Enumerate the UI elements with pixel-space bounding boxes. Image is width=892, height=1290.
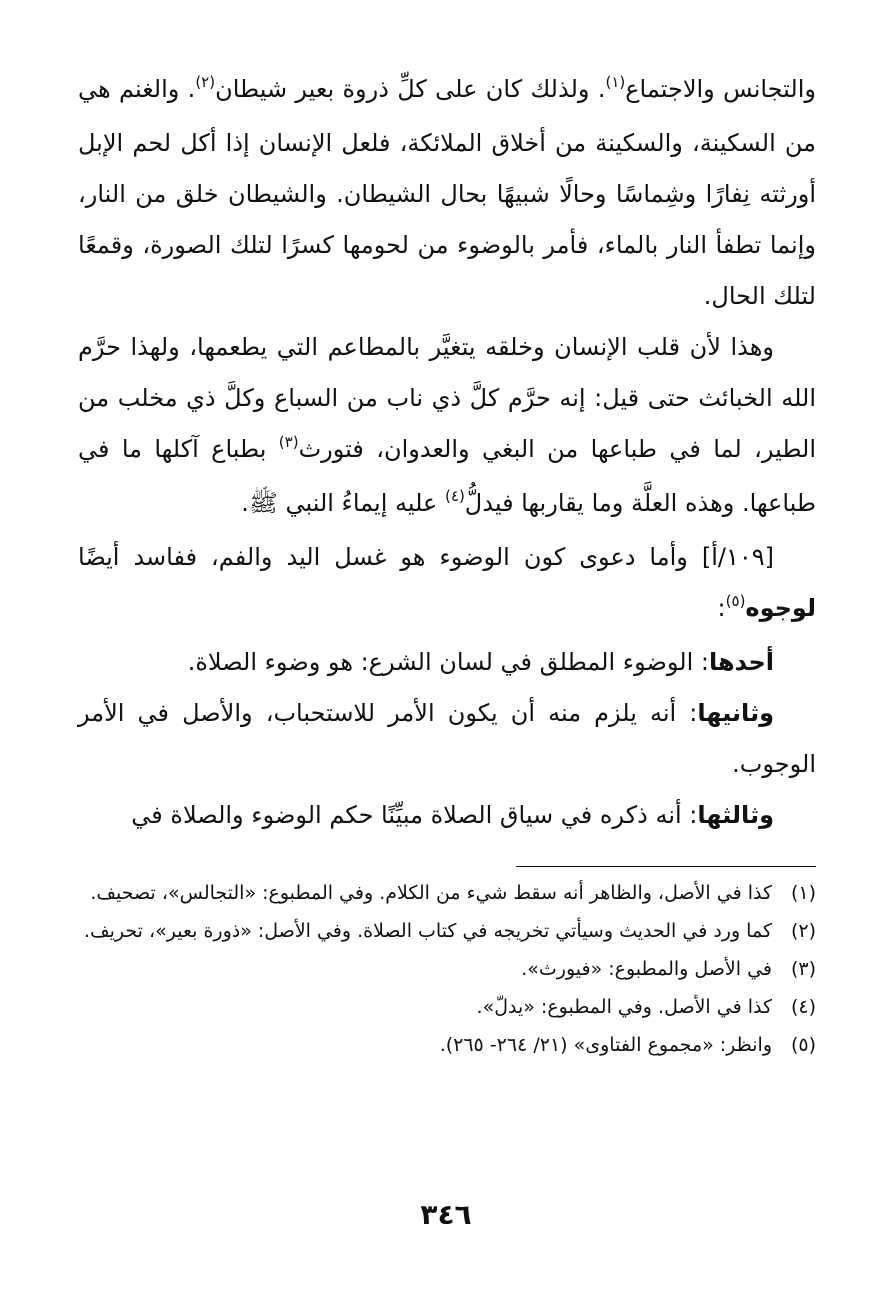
footnote: [78, 914, 816, 948]
footnote: [78, 1028, 816, 1062]
list-item-text: : أنه ذكره في سياق الصلاة مبيِّنًا حكم الوضوء والصلاة في: [131, 801, 698, 829]
page-number: ٣٤٦: [420, 1198, 472, 1231]
paragraph-2: [78, 322, 816, 532]
list-item-text: : أنه يلزم منه أن يكون الأمر للاستحباب، والأصل في الأمر الوجوب.: [78, 699, 816, 778]
footnote-ref-5: (٥): [725, 592, 746, 610]
list-item: [78, 688, 816, 790]
footnote-ref-3: (٣): [278, 433, 299, 451]
footnote-separator: [516, 866, 816, 867]
paragraph-3-colon: :: [717, 594, 726, 622]
footnote-text: كذا في الأصل. وفي المطبوع: «يدلّ».: [476, 996, 772, 1018]
footnote-text: كما ورد في الحديث وسيأتي تخريجه في كتاب الصلاة. وفي الأصل: «ذورة بعير»، تحريف.: [83, 920, 772, 942]
footnote: [78, 876, 816, 910]
list-item-text: : الوضوء المطلق في لسان الشرع: هو وضوء الصلاة.: [187, 648, 709, 676]
main-text: [78, 64, 816, 841]
paragraph-3-part-a: [١٠٩/أ] وأما دعوى كون الوضوء هو غسل اليد والفم، ففاسد أيضًا: [78, 543, 774, 571]
footnote-ref-2: (٢): [195, 73, 216, 91]
paragraph-3-bold-word: لوجوه: [745, 594, 816, 622]
paragraph-1-part-c: . والغنم هي من السكينة، والسكينة من أخلاق الملائكة، فلعل الإنسان إذا أكل لحم الإبل أورثته نِفارًا وشِماسًا وحالًا شبيهًا بحال الشيطان. والشيطان خلق من النار، وإنما تطفأ النار بالماء، فأمر بالوضوء من لحومها كسرًا لتلك الصورة، وقمعًا لتلك الحال.: [78, 75, 816, 310]
paragraph-1: [78, 64, 816, 322]
paragraph-2-part-c: عليه إيماءُ النبي ﷺ.: [241, 489, 446, 517]
footnote-number: (٣): [790, 958, 816, 980]
footnote: [78, 990, 816, 1024]
paragraph-2-part-a: وهذا لأن قلب الإنسان وخلقه يتغيَّر بالمطاعم التي يطعمها، ولهذا حرَّم الله الخبائث حتى قيل: إنه حرَّم كلَّ ذي ناب من السباع وكلَّ ذي مخلب من الطير، لما في طباعها من البغي والعدوان، فتورث: [78, 333, 816, 463]
paragraph-1-part-a: والتجانس والاجتماع: [625, 75, 816, 103]
footnote: [78, 952, 816, 986]
footnote-number: (٢): [790, 920, 816, 942]
footnote-ref-4: (٤): [445, 487, 465, 505]
list-item-lead: وثانيها: [697, 699, 774, 727]
footnote-number: (٤): [790, 996, 816, 1018]
footnote-number: (٥): [790, 1034, 816, 1056]
paragraph-3: [78, 532, 816, 637]
list-item: [78, 637, 816, 688]
list-item-lead: أحدها: [708, 648, 774, 676]
footnotes: [78, 876, 816, 1066]
paragraph-2-part-b: بطباع آكلها ما في طباعها. وهذه العلَّة وما يقاربها فيدلُّ: [78, 435, 816, 517]
footnote-text: في الأصل والمطبوع: «فيورث».: [521, 958, 772, 980]
paragraph-1-part-b: . ولذلك كان على كلِّ ذروة بعير شيطان: [215, 75, 606, 103]
footnote-ref-1: (١): [605, 73, 626, 91]
footnote-number: (١): [790, 882, 816, 904]
list-item-lead: وثالثها: [697, 801, 774, 829]
footnote-text: وانظر: «مجموع الفتاوى» (٢١/ ٢٦٤- ٢٦٥).: [439, 1034, 772, 1056]
footnote-text: كذا في الأصل، والظاهر أنه سقط شيء من الكلام. وفي المطبوع: «التجالس»، تصحيف.: [90, 882, 772, 904]
list-item: [78, 790, 816, 841]
